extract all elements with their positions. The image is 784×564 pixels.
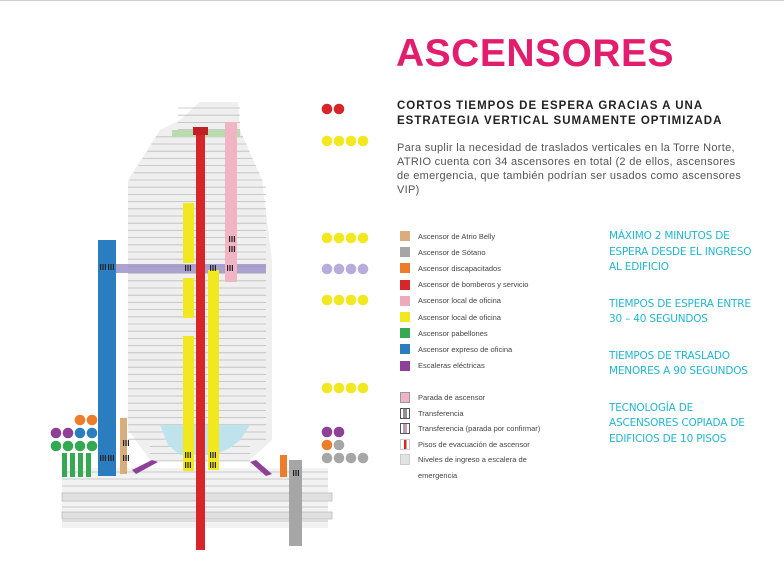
legend-item	[400, 293, 600, 309]
symbol-label: Niveles de ingreso a escalera de	[418, 455, 527, 465]
legend-swatch	[400, 361, 410, 371]
transfer-marker-bar	[125, 440, 126, 446]
legend-swatch	[400, 344, 410, 354]
transfer-marker-bar	[128, 440, 129, 446]
transfer-marker-bar	[295, 470, 296, 476]
transfer-marker-bar	[113, 264, 114, 270]
elevator-circle	[63, 441, 74, 452]
elevator-circle	[334, 453, 345, 464]
legend-swatch	[400, 280, 410, 290]
elevator-circle	[358, 264, 369, 275]
red-fire-elevator-shaft	[196, 130, 205, 550]
transfer-marker-bar	[212, 265, 213, 271]
transfer-marker-bar	[128, 455, 129, 461]
legend-swatch	[400, 296, 410, 306]
transfer-marker-bar	[110, 264, 111, 270]
elevator-circle	[322, 453, 333, 464]
elevator-circle	[322, 136, 333, 147]
legend-item	[400, 325, 600, 341]
elevator-circle	[87, 441, 98, 452]
legend-item	[400, 341, 600, 357]
transfer-icon	[400, 408, 410, 419]
symbol-item	[400, 437, 600, 453]
elevator-legend	[400, 228, 600, 374]
transfer-marker-bar	[234, 246, 235, 252]
symbol-label: Parada de ascensor	[418, 393, 486, 403]
legend-label: Ascensor expreso de oficina	[418, 344, 513, 354]
elevator-circle	[358, 136, 369, 147]
legend-item	[400, 260, 600, 276]
elevator-circle	[322, 383, 333, 394]
stat-technology: TECNOLOGÍA DE ASCENSORES COPIADA DE EDIFICIOS DE 10 PISOS	[609, 401, 745, 445]
transfer-marker-bar	[185, 265, 186, 271]
transfer-marker-bar	[234, 236, 235, 242]
transfer-marker-bar	[102, 264, 103, 270]
transfer-marker-bar	[187, 462, 188, 468]
transfer-marker-bar	[105, 455, 106, 461]
stat-travel-time: TIEMPOS DE TRASLADO MENORES A 90 SEGUNDOS	[609, 349, 748, 377]
elevator-circle	[346, 383, 357, 394]
transfer-marker-bar	[110, 455, 111, 461]
elevator-circle	[334, 104, 345, 115]
elevator-circle	[346, 295, 357, 306]
elevator-circle	[346, 264, 357, 275]
symbol-label: Transferencia (parada por confirmar)	[418, 424, 541, 434]
transfer-marker-bar	[187, 265, 188, 271]
symbol-label: Pisos de evacuación de ascensor	[418, 439, 530, 449]
transfer-marker-bar	[108, 264, 109, 270]
page-title: ASCENSORES	[396, 32, 675, 75]
transfer-marker-bar	[102, 455, 103, 461]
transfer-marker-bar	[185, 452, 186, 458]
elevator-circle	[63, 428, 74, 439]
stair-entry-icon	[400, 454, 410, 465]
elevator-circle	[358, 383, 369, 394]
elevator-circle	[334, 295, 345, 306]
blue-express-elevator-shaft	[98, 240, 116, 476]
transfer-marker-bar	[210, 452, 211, 458]
symbol-item	[400, 390, 600, 406]
subtitle: CORTOS TIEMPOS DE ESPERA GRACIAS A UNA ESTRATEGIA VERTICAL SUMAMENTE OPTIMIZADA	[397, 100, 723, 127]
elevator-stop-icon	[400, 392, 410, 403]
elevator-circle	[322, 233, 333, 244]
transfer-marker-bar	[229, 246, 230, 252]
transfer-marker-bar	[215, 452, 216, 458]
transfer-marker-bar	[190, 265, 191, 271]
elevator-circle	[322, 295, 333, 306]
legend-label: Escaleras eléctricas	[418, 361, 485, 371]
elevator-circle	[358, 295, 369, 306]
legend-label: Ascensor local de oficina	[418, 312, 501, 322]
transfer-marker-bar	[232, 265, 233, 271]
symbol-legend	[400, 390, 600, 483]
elevator-circle	[87, 415, 98, 426]
legend-label: Ascensor discapacitados	[418, 263, 501, 273]
transfer-marker-bar	[215, 265, 216, 271]
transfer-marker-bar	[298, 470, 299, 476]
elevator-circle	[75, 428, 86, 439]
transfer-marker-bar	[187, 452, 188, 458]
yellow-elevator-shaft-2	[183, 278, 194, 318]
transfer-marker-bar	[210, 265, 211, 271]
legend-swatch	[400, 312, 410, 322]
symbol-item	[400, 452, 600, 468]
transfer-marker-bar	[113, 455, 114, 461]
transfer-marker-bar	[100, 455, 101, 461]
elevator-circle	[334, 136, 345, 147]
transfer-marker-bar	[123, 440, 124, 446]
transfer-marker-bar	[190, 452, 191, 458]
elevator-circle	[322, 427, 333, 438]
symbol-item	[400, 468, 600, 484]
elevator-circle	[334, 440, 345, 451]
transfer-marker-bar	[229, 265, 230, 271]
evacuation-floor-icon	[400, 439, 410, 450]
symbol-item	[400, 421, 600, 437]
elevator-circle	[334, 264, 345, 275]
legend-item	[400, 228, 600, 244]
transfer-marker-bar	[227, 265, 228, 271]
red-fire-elevator-top	[193, 127, 208, 135]
transfer-marker-bar	[108, 455, 109, 461]
symbol-label: emergencia	[418, 470, 458, 480]
transfer-marker-bar	[210, 462, 211, 468]
elevator-circle	[346, 233, 357, 244]
yellow-elevator-shaft-4	[208, 270, 219, 470]
legend-label: Ascensor local de oficina	[418, 296, 501, 306]
yellow-elevator-shaft-3	[183, 336, 194, 471]
elevator-circle	[51, 441, 62, 452]
symbol-spacer	[400, 470, 410, 481]
elevator-circle	[334, 233, 345, 244]
transfer-marker-bar	[229, 236, 230, 242]
elevator-circle	[358, 453, 369, 464]
stats-list	[609, 229, 759, 468]
legend-swatch	[400, 328, 410, 338]
legend-label: Ascensor de bomberos y servicio	[418, 280, 529, 290]
symbol-label: Transferencia	[418, 408, 464, 418]
yellow-elevator-shaft-1	[183, 203, 194, 263]
stat-wait-max: MÁXIMO 2 MINUTOS DE ESPERA DESDE EL INGRESO AL EDIFICIO	[609, 230, 752, 273]
legend-swatch	[400, 231, 410, 241]
transfer-marker-bar	[212, 462, 213, 468]
legend-swatch	[400, 263, 410, 273]
legend-item	[400, 358, 600, 374]
legend-label: Ascensor de Atrio Belly	[418, 231, 496, 241]
elevator-circle	[358, 233, 369, 244]
legend-swatch	[400, 247, 410, 257]
transfer-marker-bar	[125, 455, 126, 461]
transfer-marker-bar	[190, 462, 191, 468]
transfer-marker-bar	[100, 264, 101, 270]
legend-item	[400, 309, 600, 325]
intro-paragraph: Para suplir la necesidad de traslados verticales en la Torre Norte, ATRIO cuenta con 34 ascensores en total (2 de ellos, ascensores de emergencia, que también podrían ser usados como ascensores VIP)	[397, 142, 742, 196]
transfer-marker-bar	[293, 470, 294, 476]
elevator-circle	[87, 428, 98, 439]
transfer-marker-bar	[105, 264, 106, 270]
legend-item	[400, 244, 600, 260]
legend-item	[400, 277, 600, 293]
stat-wait-range: TIEMPOS DE ESPERA ENTRE 30 – 40 SEGUNDOS	[609, 297, 751, 325]
symbol-item	[400, 406, 600, 422]
transfer-marker-bar	[231, 246, 232, 252]
elevator-circle	[334, 383, 345, 394]
elevator-circle	[346, 136, 357, 147]
elevator-circle	[51, 428, 62, 439]
transfer-marker-bar	[215, 462, 216, 468]
orange-elevator-shaft	[280, 455, 287, 477]
pink-elevator-shaft	[225, 122, 237, 282]
elevator-circle	[334, 427, 345, 438]
elevator-circle	[322, 264, 333, 275]
transfer-marker-bar	[212, 452, 213, 458]
legend-label: Ascensor pabellones	[418, 328, 488, 338]
transfer-marker-bar	[123, 455, 124, 461]
elevator-circle	[75, 441, 86, 452]
elevator-circle	[322, 440, 333, 451]
transfer-pending-icon	[400, 423, 410, 434]
transfer-marker-bar	[185, 462, 186, 468]
transfer-marker-bar	[231, 236, 232, 242]
legend-label: Ascensor de Sótano	[418, 247, 486, 257]
elevator-circle	[346, 453, 357, 464]
elevator-circle	[75, 415, 86, 426]
elevator-circle	[322, 104, 333, 115]
